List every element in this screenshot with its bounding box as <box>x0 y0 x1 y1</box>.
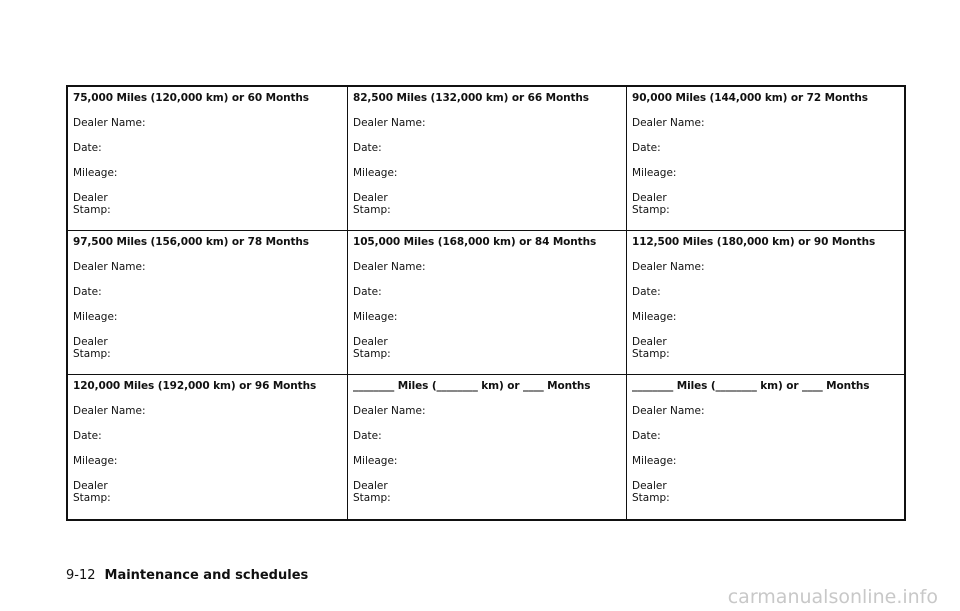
dealer-stamp-label <box>73 192 347 216</box>
cell-title: 105,000 Miles (168,000 km) or 84 Months <box>353 236 597 248</box>
date-label: Date: <box>73 142 102 154</box>
dealer-label: Dealer <box>353 336 388 348</box>
dealer-stamp-label <box>632 480 904 504</box>
dealer-label: Dealer <box>73 336 108 348</box>
dealer-name-label: Dealer Name: <box>73 261 146 273</box>
dealer-name-label: Dealer Name: <box>353 405 426 417</box>
mileage-label: Mileage: <box>73 167 118 179</box>
mileage-label: Mileage: <box>353 311 398 323</box>
cell-title: 97,500 Miles (156,000 km) or 78 Months <box>73 236 309 248</box>
dealer-stamp-label <box>353 336 626 360</box>
dealer-name-label: Dealer Name: <box>73 117 146 129</box>
cell-title: 112,500 Miles (180,000 km) or 90 Months <box>632 236 876 248</box>
section-title: Maintenance and schedules <box>104 568 309 583</box>
dealer-name-label: Dealer Name: <box>632 405 705 417</box>
cell-title: 90,000 Miles (144,000 km) or 72 Months <box>632 92 868 104</box>
date-label: Date: <box>353 142 382 154</box>
mileage-label: Mileage: <box>73 455 118 467</box>
dealer-name-label: Dealer Name: <box>632 261 705 273</box>
cell-title: 75,000 Miles (120,000 km) or 60 Months <box>73 92 309 104</box>
log-cell-2 <box>348 87 627 231</box>
stamp-label: Stamp: <box>73 204 111 216</box>
dealer-stamp-label <box>353 480 626 504</box>
date-label: Date: <box>632 430 661 442</box>
stamp-label: Stamp: <box>353 348 391 360</box>
date-label: Date: <box>353 286 382 298</box>
log-cell-8 <box>348 375 627 519</box>
mileage-label: Mileage: <box>353 455 398 467</box>
date-label: Date: <box>632 142 661 154</box>
dealer-name-label: Dealer Name: <box>353 117 426 129</box>
dealer-label: Dealer <box>353 480 388 492</box>
dealer-stamp-label <box>73 336 347 360</box>
dealer-label: Dealer <box>632 336 667 348</box>
page-number: 9-12 <box>66 568 96 583</box>
watermark: carmanualsonline.info <box>727 586 938 608</box>
dealer-stamp-label <box>73 480 347 504</box>
stamp-label: Stamp: <box>632 492 670 504</box>
dealer-stamp-label <box>632 336 904 360</box>
dealer-name-label: Dealer Name: <box>353 261 426 273</box>
mileage-label: Mileage: <box>353 167 398 179</box>
dealer-name-label: Dealer Name: <box>73 405 146 417</box>
mileage-label: Mileage: <box>632 311 677 323</box>
log-cell-5 <box>348 231 627 375</box>
cell-title: ________ Miles (________ km) or ____ Months <box>632 380 870 392</box>
dealer-stamp-label <box>632 192 904 216</box>
date-label: Date: <box>73 430 102 442</box>
date-label: Date: <box>73 286 102 298</box>
cell-title: ________ Miles (________ km) or ____ Months <box>353 380 591 392</box>
log-cell-9 <box>627 375 904 519</box>
date-label: Date: <box>353 430 382 442</box>
cell-title: 120,000 Miles (192,000 km) or 96 Months <box>73 380 317 392</box>
stamp-label: Stamp: <box>73 492 111 504</box>
cell-title: 82,500 Miles (132,000 km) or 66 Months <box>353 92 589 104</box>
log-cell-7 <box>68 375 348 519</box>
dealer-label: Dealer <box>632 480 667 492</box>
dealer-label: Dealer <box>73 192 108 204</box>
log-cell-6 <box>627 231 904 375</box>
date-label: Date: <box>632 286 661 298</box>
mileage-label: Mileage: <box>73 311 118 323</box>
dealer-name-label: Dealer Name: <box>632 117 705 129</box>
dealer-label: Dealer <box>632 192 667 204</box>
dealer-label: Dealer <box>73 480 108 492</box>
stamp-label: Stamp: <box>353 492 391 504</box>
log-cell-3 <box>627 87 904 231</box>
dealer-label: Dealer <box>353 192 388 204</box>
stamp-label: Stamp: <box>73 348 111 360</box>
maintenance-log-table <box>66 85 906 521</box>
mileage-label: Mileage: <box>632 455 677 467</box>
mileage-label: Mileage: <box>632 167 677 179</box>
log-cell-1 <box>68 87 348 231</box>
dealer-stamp-label <box>353 192 626 216</box>
stamp-label: Stamp: <box>353 204 391 216</box>
stamp-label: Stamp: <box>632 348 670 360</box>
page-footer <box>66 568 308 583</box>
stamp-label: Stamp: <box>632 204 670 216</box>
log-cell-4 <box>68 231 348 375</box>
